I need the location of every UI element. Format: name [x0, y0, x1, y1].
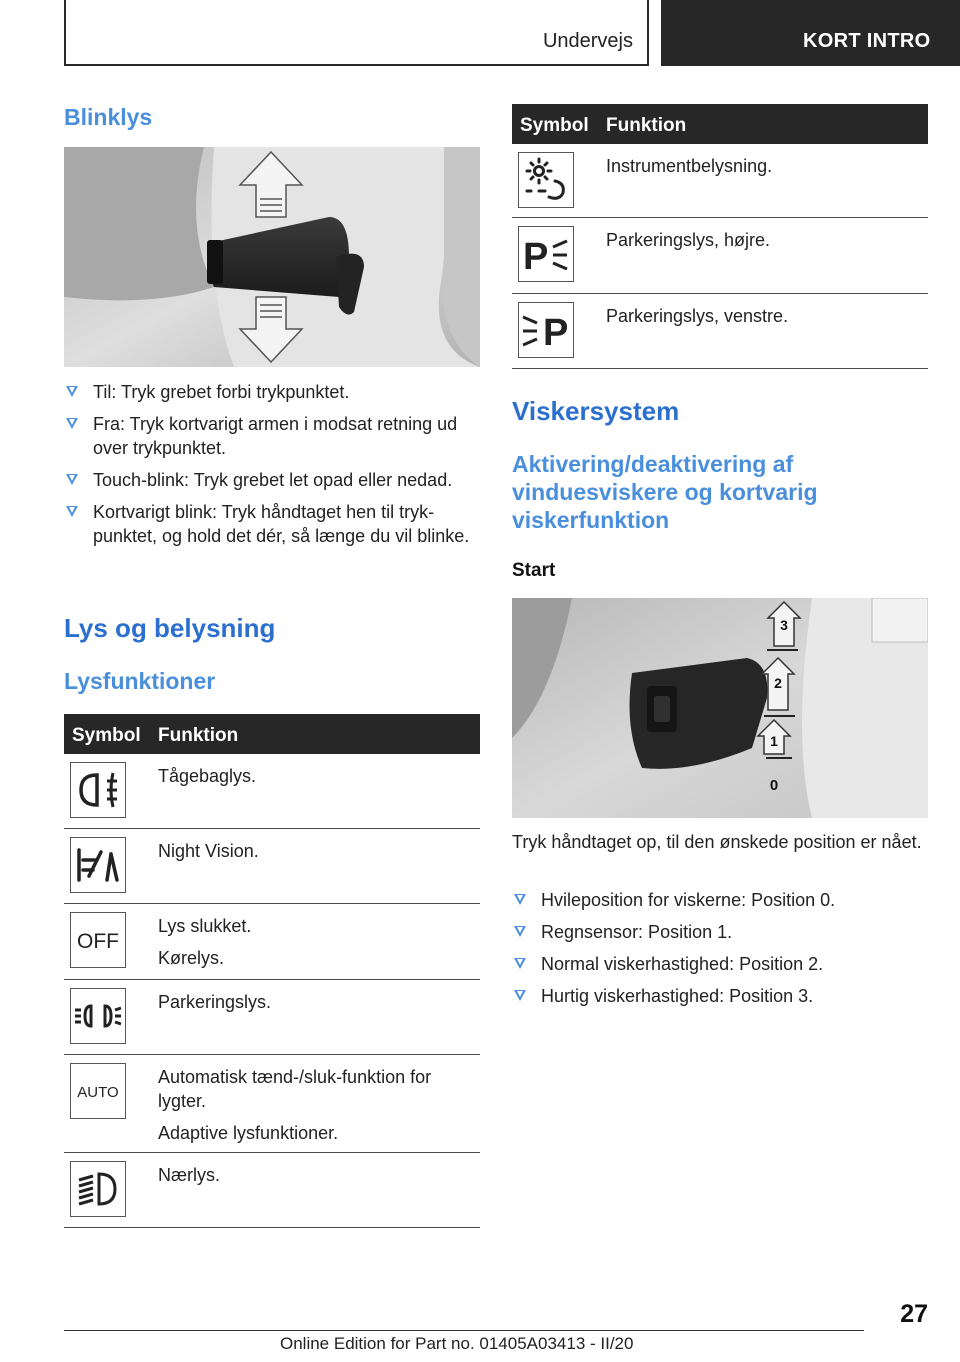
table-row [64, 904, 480, 980]
light-functions-table-continued [512, 104, 928, 369]
header-chapter-box [661, 0, 960, 66]
svg-text:P: P [523, 236, 549, 278]
parking-left-icon [518, 302, 574, 358]
function-text: Lys slukket. [158, 916, 252, 936]
function-text: Parkeringslys, venstre. [606, 306, 789, 326]
viskersystem-heading: Viskersystem [512, 396, 680, 426]
column-header-symbol: Symbol [72, 725, 141, 746]
triangle-bullet-icon [66, 506, 78, 517]
triangle-bullet-icon [66, 386, 78, 397]
function-text: Kørelys. [158, 948, 225, 968]
list-item: Kortvarigt blink: Tryk håndtaget hen til tryk-punktet, og hold det dér, så længe du vil blinke. [64, 500, 480, 548]
list-item: Til: Tryk grebet forbi trykpunktet. [64, 380, 480, 404]
wiper-intro-text: Tryk håndtaget op, til den ønskede position er nået. [512, 832, 922, 852]
list-item: Normal viskerhastighed: Position 2. [512, 952, 928, 976]
triangle-bullet-icon [514, 926, 526, 937]
function-text: Instrumentbelysning. [606, 156, 773, 176]
position-label-0: 0 [769, 777, 779, 794]
function-text: Parkeringslys, højre. [606, 230, 771, 250]
night-vision-icon [70, 837, 126, 893]
triangle-bullet-icon [66, 418, 78, 429]
function-text: Adaptive lysfunktioner. [158, 1123, 339, 1143]
triangle-bullet-icon [514, 894, 526, 905]
column-header-funktion: Funktion [158, 725, 239, 746]
blinklys-bullet-list [64, 380, 480, 556]
list-item: Touch-blink: Tryk grebet let opad eller nedad. [64, 468, 480, 492]
table-row [512, 218, 928, 294]
triangle-bullet-icon [66, 474, 78, 485]
table-header [64, 714, 480, 754]
table-row [64, 829, 480, 904]
wiper-bullet-list [512, 888, 928, 1016]
footer-edition-text: Online Edition for Part no. 01405A03413 - II/20 [280, 1334, 634, 1353]
table-row [512, 144, 928, 218]
header-chapter-title: KORT INTRO [803, 30, 931, 52]
light-functions-table [64, 714, 480, 1228]
table-row [64, 980, 480, 1055]
column-header-funktion: Funktion [606, 115, 687, 136]
list-item: Regnsensor: Position 1. [512, 920, 928, 944]
svg-text:P: P [543, 312, 569, 354]
parking-right-icon [518, 226, 574, 282]
function-text: Automatisk tænd-/sluk-funktion for lygter. [158, 1067, 432, 1111]
table-row [64, 1153, 480, 1228]
off-icon [70, 912, 126, 968]
table-row [64, 754, 480, 829]
turn-signal-stalk-photo [64, 147, 480, 367]
triangle-bullet-icon [514, 958, 526, 969]
fog-light-icon [70, 762, 126, 818]
header-section-title: Undervejs [542, 30, 633, 52]
table-row [64, 1055, 480, 1153]
list-item: Hurtig viskerhastighed: Position 3. [512, 984, 928, 1008]
header-section-box [64, 0, 649, 66]
table-header [512, 104, 928, 144]
function-text: Parkeringslys. [158, 992, 272, 1012]
column-header-symbol: Symbol [520, 115, 589, 136]
lys-og-belysning-heading: Lys og belysning [64, 613, 276, 643]
aktivering-heading: Aktivering/deaktivering af vinduesviskere og kortvarig viskerfunktion [512, 451, 818, 533]
function-text: Nærlys. [158, 1165, 220, 1185]
position-label-3: 3 [780, 617, 788, 633]
position-label-2: 2 [774, 675, 782, 691]
page-number: 27 [900, 1300, 928, 1328]
instrument-lighting-icon [518, 152, 574, 208]
footer-divider [64, 1330, 864, 1331]
svg-text:OFF: OFF [77, 930, 119, 953]
table-row [512, 294, 928, 369]
triangle-bullet-icon [514, 990, 526, 1001]
function-text: Night Vision. [158, 841, 259, 861]
list-item: Fra: Tryk kortvarigt armen i modsat retning ud over trykpunktet. [64, 412, 480, 460]
auto-icon [70, 1063, 126, 1119]
position-label-1: 1 [770, 733, 778, 749]
blinklys-heading: Blinklys [64, 104, 153, 130]
svg-text:AUTO: AUTO [77, 1084, 119, 1101]
lysfunktioner-heading: Lysfunktioner [64, 668, 216, 694]
list-item: Hvileposition for viskerne: Position 0. [512, 888, 928, 912]
wiper-stalk-photo [512, 598, 928, 818]
start-heading: Start [512, 560, 556, 581]
function-text: Tågebaglys. [158, 766, 257, 786]
low-beam-icon [70, 1161, 126, 1217]
parking-lights-icon [70, 988, 126, 1044]
